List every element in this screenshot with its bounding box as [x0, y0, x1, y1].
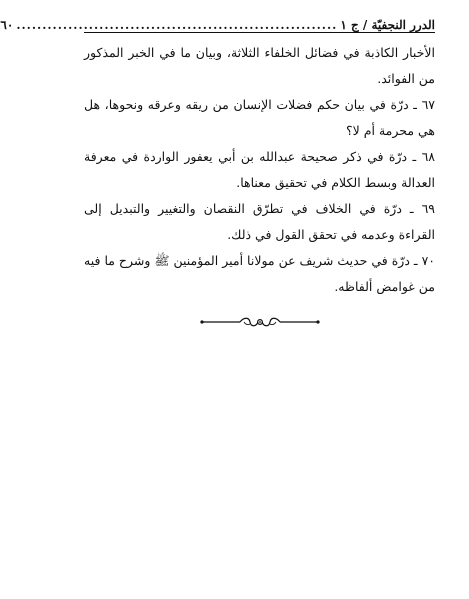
paragraph: ٧٠ ـ درّة في حديث شريف عن مولانا أمير المؤمنين ﷺ وشرح ما فيه من غوامض ألفاظه. [84, 253, 435, 294]
header-leader-dots: .............................................................. [16, 18, 338, 32]
end-ornament-icon [200, 315, 320, 329]
paragraph: الأخبار الكاذبة في فضائل الخلفاء الثلاثة، وبيان ما في الخبر المذكور من الفوائد. [84, 45, 435, 86]
paragraph: ٦٧ ـ درّة في بيان حكم فضلات الإنسان من ريقه وعرقه ونحوها، هل هي محرمة أم لا؟ [84, 97, 435, 138]
paragraph: ٦٨ ـ درّة في ذكر صحيحة عبدالله بن أبي يعفور الواردة في معرفة العدالة وبسط الكلام في تحقيق معناها. [84, 149, 435, 190]
page-number: ٦٠ [0, 18, 14, 32]
running-header [0, 12, 435, 33]
page-body [84, 40, 435, 300]
paragraph: ٦٩ ـ درّة في الخلاف في تطرّق النقصان والتغيير والتبديل إلى القراءة وعدمه في تحقق القول في ذلك. [84, 201, 435, 242]
book-title: الدرر النجفيّة / ج ١ [340, 18, 435, 32]
